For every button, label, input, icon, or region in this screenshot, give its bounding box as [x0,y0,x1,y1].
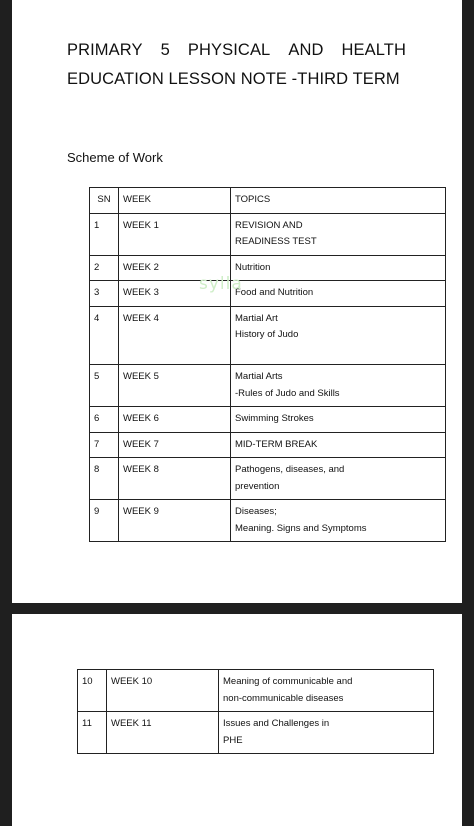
title-line-2: EDUCATION LESSON NOTE -THIRD TERM [67,70,400,88]
cell-topics [219,670,434,712]
cell-sn: 5 [90,365,119,407]
table-row [78,670,434,712]
header-week: WEEK [119,188,231,214]
topic-line: Swimming Strokes [235,413,314,424]
scheme-of-work-table [89,187,446,542]
topic-line: prevention [235,480,280,492]
cell-sn: 9 [90,500,119,542]
table-header-row [90,188,446,214]
cell-sn: 11 [78,712,107,754]
topic-line: History of Judo [235,329,299,340]
table-row [90,255,446,281]
title-word: PRIMARY [67,41,143,59]
cell-topics [231,255,446,281]
title-word: 5 [160,41,170,59]
topic-line: Martial Art [235,312,278,324]
topic-line: -Rules of Judo and Skills [235,387,340,399]
topic-line: PHE [223,734,243,746]
cell-week: WEEK 9 [119,500,231,542]
cell-topics [219,712,434,754]
topic-line: MID-TERM BREAK [235,438,318,450]
cell-sn: 7 [90,432,119,458]
section-heading: Scheme of Work [67,150,163,165]
cell-sn: 10 [78,670,107,712]
cell-sn: 3 [90,281,119,307]
topic-line: Diseases; [235,506,277,517]
cell-week: WEEK 8 [119,458,231,500]
topic-line: Meaning of communicable and [223,676,353,687]
header-sn: SN [90,188,119,214]
cell-week: WEEK 6 [119,407,231,433]
cell-topics [231,281,446,307]
topic-line: REVISION AND [235,219,303,231]
cell-week: WEEK 10 [107,670,219,712]
cell-topics [231,500,446,542]
cell-topics [231,432,446,458]
watermark-logo: sylla [199,274,243,294]
header-topics: TOPICS [231,188,446,214]
cell-week: WEEK 4 [119,306,231,365]
table-row [90,500,446,542]
document-page-1 [12,0,462,603]
cell-week: WEEK 1 [119,213,231,255]
topic-line: Martial Arts [235,371,283,382]
cell-topics [231,306,446,365]
table-row [78,712,434,754]
cell-sn: 2 [90,255,119,281]
cell-sn: 8 [90,458,119,500]
topic-line: Meaning. Signs and Symptoms [235,522,367,534]
table-row [90,407,446,433]
topic-line: Pathogens, diseases, and [235,464,345,475]
topic-line: Nutrition [235,261,271,273]
topic-line: READINESS TEST [235,236,317,247]
scheme-of-work-table-continued [77,669,434,754]
cell-week: WEEK 7 [119,432,231,458]
cell-topics [231,365,446,407]
cell-topics [231,407,446,433]
table-row [90,281,446,307]
topic-line: Food and Nutrition [235,287,314,298]
table-row [90,365,446,407]
table-row [90,306,446,365]
cell-sn: 6 [90,407,119,433]
topic-line: non-communicable diseases [223,692,344,704]
title-word: PHYSICAL [187,41,271,59]
cell-topics [231,213,446,255]
cell-sn: 1 [90,213,119,255]
title-word: HEALTH [341,41,406,59]
table-row [90,432,446,458]
cell-topics [231,458,446,500]
title-line-1 [67,36,406,65]
cell-week: WEEK 3 [119,281,231,307]
table-row [90,458,446,500]
title-word: AND [288,41,324,59]
cell-week: WEEK 2 [119,255,231,281]
table-row [90,213,446,255]
cell-week: WEEK 5 [119,365,231,407]
document-title [67,36,406,94]
cell-sn: 4 [90,306,119,365]
cell-week: WEEK 11 [107,712,219,754]
topic-line: Issues and Challenges in [223,718,330,729]
topic-line [235,344,441,361]
